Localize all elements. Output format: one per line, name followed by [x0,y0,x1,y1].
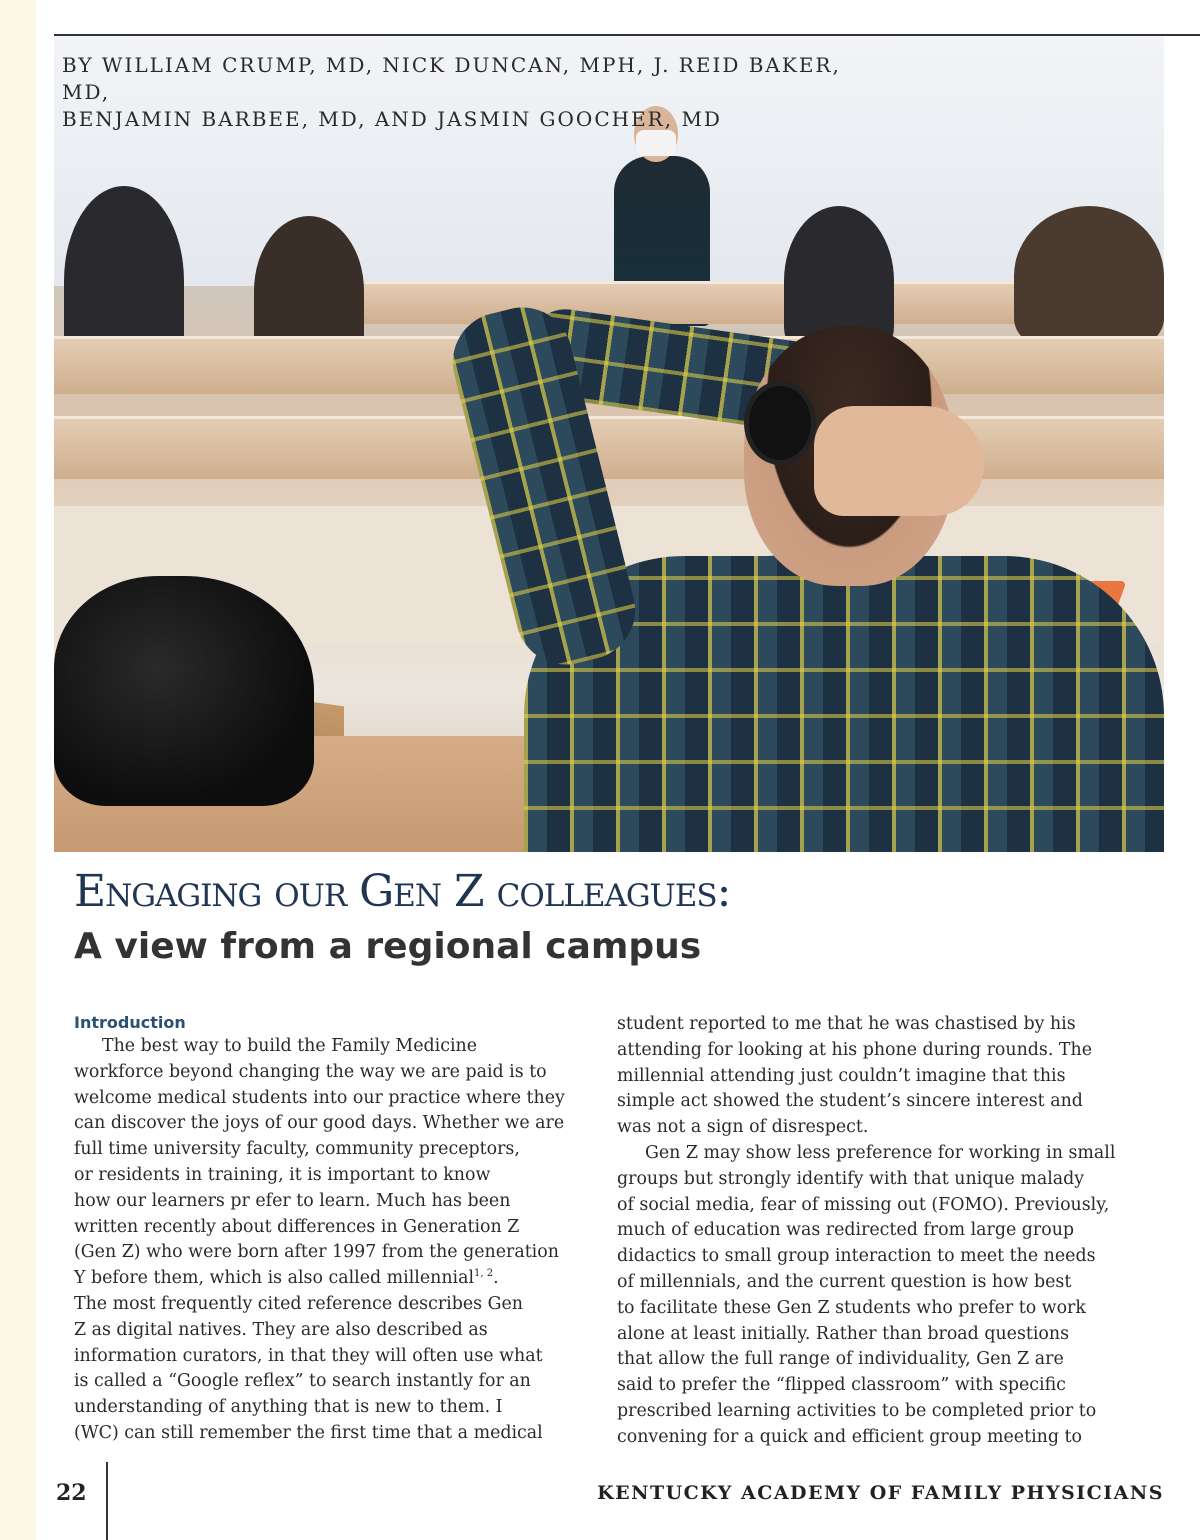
footer-organization: KENTUCKY ACADEMY OF FAMILY PHYSICIANS [597,1482,1164,1504]
page-number: 22 [56,1480,87,1506]
section-heading: Introduction [74,1013,186,1032]
paragraph-text: . The most frequently cited reference describes Gen Z as digital natives. They are also described as information curators, in that they will often use what is called a “Google reflex” to search instantly for an understanding of anything that is new to them. I (WC) can still remember the first time that a medical [74,1268,543,1443]
photo-desk-row [54,416,1164,479]
author-byline: BY WILLIAM CRUMP, MD, NICK DUNCAN, MPH, J. REID BAKER, MD, BENJAMIN BARBEE, MD, AND JASMIN GOOCHER, MD [62,53,841,131]
footer-rule [106,1462,108,1540]
body-column-right [617,1012,1127,1451]
classroom-photo [54,36,1164,852]
article-subtitle: A view from a regional campus [74,926,702,967]
photo-watch [744,381,816,465]
body-column-left [74,1012,584,1447]
body-paragraph [74,1034,584,1447]
body-paragraph: Gen Z may show less preference for working in small groups but strongly identify with that unique malady of social media, fear of missing out (FOMO). Previously, much of education was redirected from large group didactics to small group interaction to meet the needs of millennials, and the current question is how best to facilitate these Gen Z students who prefer to work alone at least initially. Rather than broad questions that allow the full range of individuality, Gen Z are said to prefer the “flipped classroom” with specific prescribed learning activities to be completed prior to convening for a quick and efficient group meeting to [617,1142,1116,1447]
page-margin-strip [0,0,36,1540]
body-paragraph: student reported to me that he was chastised by his attending for looking at his phone during rounds. The millennial attending just couldn’t imagine that this simple act showed the student’s sincere interest and was not a sign of disrespect. [617,1014,1092,1138]
photo-backpack [54,576,314,806]
paragraph-text: The best way to build the Family Medicine workforce beyond changing the way we are paid is to welcome medical students into our practice where they can discover the joys of our good days. Whether we are full time university faculty, community preceptors, or residents in training, it is important to know how our learners pr efer to learn. Much has been written recently about differences in Generation Z (Gen Z) who were born after 1997 from the generation Y before them, which is also called millennial [74,1036,565,1289]
article-title: Engaging our Gen Z colleagues: [74,866,731,917]
citation-superscript: 1, 2 [474,1268,494,1280]
photo-student-right [1014,206,1164,346]
photo-instructor-mask [636,130,676,156]
photo-hand [814,406,984,516]
